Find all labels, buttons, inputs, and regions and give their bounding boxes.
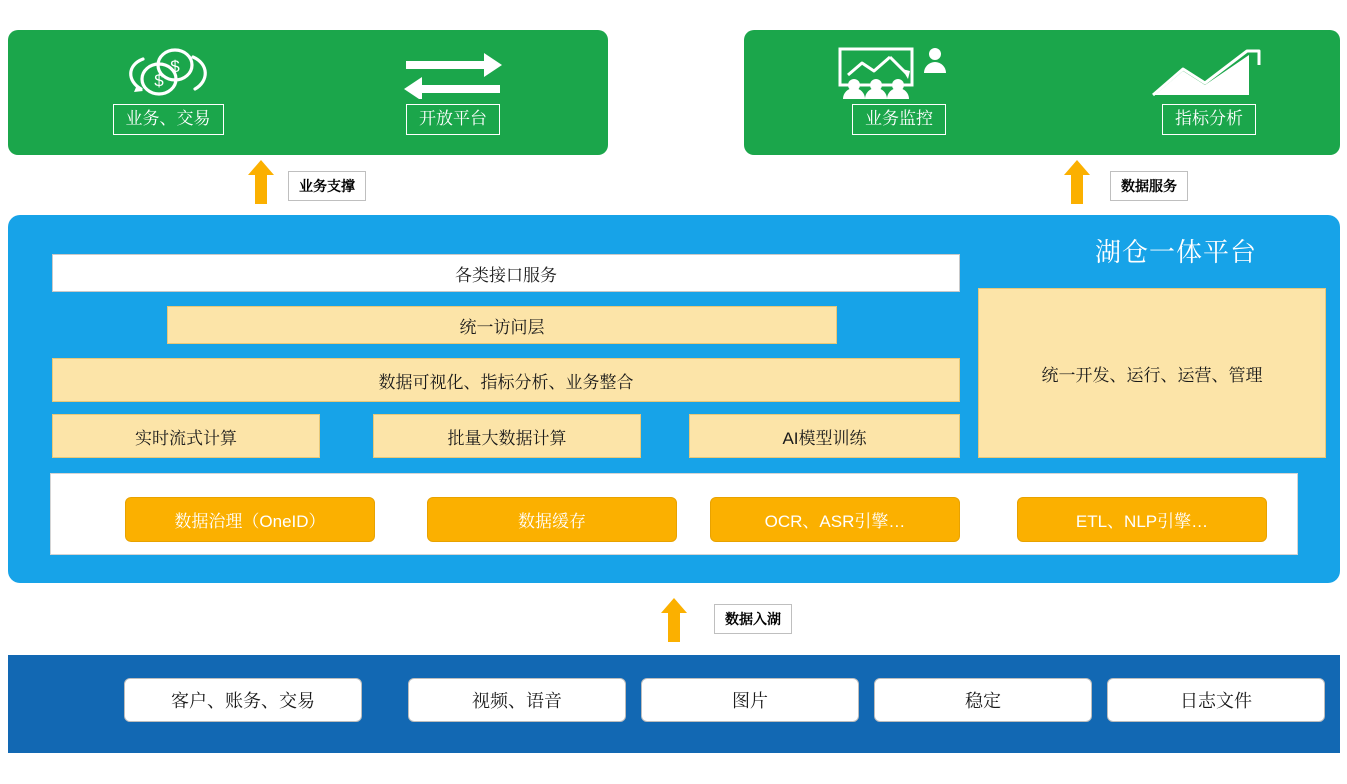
unified-access-box: 统一访问层: [167, 306, 837, 344]
open-platform-item: [353, 44, 553, 135]
data-capability-panel: [744, 30, 1340, 155]
business-monitoring-label: 业务监控: [852, 104, 946, 135]
ai-model-training-box: AI模型训练: [689, 414, 960, 458]
svg-text:$: $: [154, 71, 164, 90]
business-support-label: 业务支撑: [288, 171, 366, 201]
data-service-label: 数据服务: [1110, 171, 1188, 201]
source-box-customer: 客户、账务、交易: [124, 678, 362, 722]
money-coins-icon: [113, 44, 223, 100]
source-box-stable: 稳定: [874, 678, 1092, 722]
business-capability-panel: [8, 30, 608, 155]
source-box-video-audio: 视频、语音: [408, 678, 626, 722]
data-ingest-label: 数据入湖: [714, 604, 792, 634]
monitoring-people-icon: [834, 44, 964, 100]
business-transaction-label: 业务、交易: [113, 104, 224, 135]
interface-services-box: 各类接口服务: [52, 254, 960, 292]
etl-nlp-engine-box: ETL、NLP引擎…: [1017, 497, 1267, 542]
data-governance-box: 数据治理（OneID）: [125, 497, 375, 542]
data-cache-box: 数据缓存: [427, 497, 677, 542]
svg-text:$: $: [170, 57, 180, 76]
business-transaction-item: [68, 44, 268, 135]
source-box-log-file: 日志文件: [1107, 678, 1325, 722]
exchange-arrows-icon: [398, 44, 508, 100]
batch-bigdata-compute-box: 批量大数据计算: [373, 414, 641, 458]
unified-management-box: 统一开发、运行、运营、管理: [978, 288, 1326, 458]
business-monitoring-item: [799, 44, 999, 135]
visualization-box: 数据可视化、指标分析、业务整合: [52, 358, 960, 402]
realtime-stream-compute-box: 实时流式计算: [52, 414, 320, 458]
metric-analysis-label: 指标分析: [1162, 104, 1256, 135]
business-support-arrow-icon: [248, 160, 274, 204]
ocr-asr-engine-box: OCR、ASR引擎…: [710, 497, 960, 542]
source-box-image: 图片: [641, 678, 859, 722]
metric-analysis-item: [1109, 44, 1309, 135]
growth-chart-icon: [1149, 44, 1269, 100]
open-platform-label: 开放平台: [406, 104, 500, 135]
platform-title: 湖仓一体平台: [1094, 237, 1257, 267]
data-service-arrow-icon: [1064, 160, 1090, 204]
data-ingest-arrow-icon: [661, 598, 687, 642]
